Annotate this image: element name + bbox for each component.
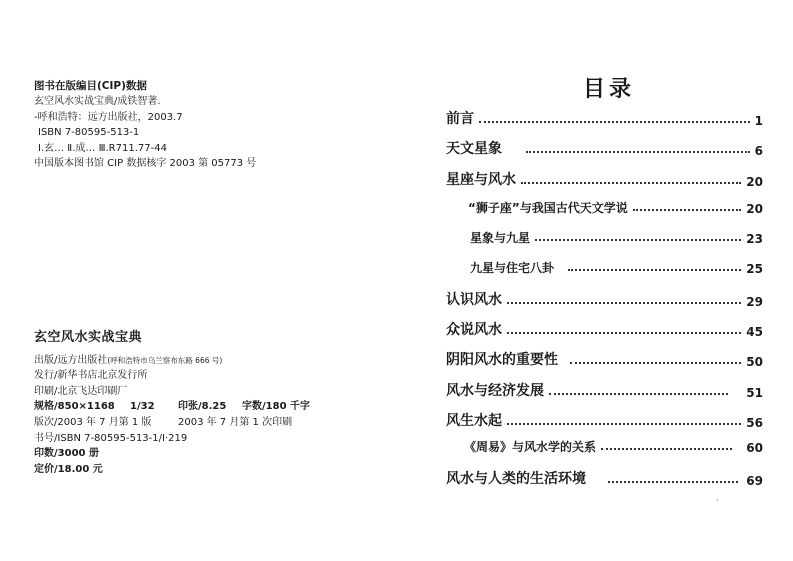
publisher-line [34,353,310,369]
dot-leader [570,362,741,364]
toc-entry-page: 23 [746,232,763,246]
toc-entry-label: 星象与九星 [470,231,531,245]
cip-line: 中国版本图书馆 CIP 数据核字 2003 第 05773 号 [34,158,257,170]
print-run: 印数/3000 册 [34,448,99,460]
toc-entry-label: 《周易》与风水学的关系 [464,440,597,454]
toc-entry[interactable] [446,289,763,309]
colophon-block [34,330,310,477]
spec: 规格/850×1168 [34,401,115,413]
dot-leader [549,393,728,395]
cip-title: 图书在版编目(CIP)数据 [34,80,147,92]
distributor: 发行/新华书店北京发行所 [34,370,148,382]
toc-entry-page: 56 [746,416,763,430]
toc-entry-page: 20 [746,175,763,189]
edition: 版次/2003 年 7 月第 1 版 [34,416,152,428]
stray-mark: · [716,496,719,505]
dot-leader [507,332,741,334]
toc-entry-label: 众说风水 [446,322,502,338]
toc-entry-page: 29 [746,295,763,309]
toc-entry-label: 风水与人类的生活环境 [446,471,586,487]
toc-entry-label: 阴阳风水的重要性 [446,352,558,368]
toc-entry[interactable] [468,199,763,216]
publisher-address: (呼和浩特市乌兰察布东路 666 号) [107,355,223,365]
dot-leader [633,209,742,211]
toc-entry-page: 51 [746,386,763,400]
dot-leader [601,448,732,450]
dot-leader [507,423,741,425]
toc-entry-label: 星座与风水 [446,172,516,188]
cip-block [34,79,256,171]
spec-line [34,399,310,415]
dot-leader [608,481,738,483]
toc-entry-label: 风生水起 [446,413,502,429]
toc-entry[interactable] [446,108,763,128]
toc-entry[interactable] [446,349,763,369]
cip-line: ISBN 7-80595-513-1 [38,127,140,139]
dot-leader [535,239,741,241]
toc-entry-page: 60 [746,441,763,455]
price: 定价/18.00 元 [34,463,103,475]
cip-line: Ⅰ.玄… Ⅱ.成… Ⅲ.R711.77-44 [38,142,167,154]
toc-entry-label: 天文星象 [446,141,502,157]
printing: 2003 年 7 月第 1 次印刷 [178,416,293,428]
dot-leader [521,182,741,184]
toc-title: 目录 [583,77,636,102]
edition-line [34,415,310,431]
toc-entry-page: 25 [746,262,763,276]
isbn: 书号/ISBN 7-80595-513-1/I·219 [34,432,188,444]
toc-entry[interactable] [470,259,763,276]
toc-entry-label: 认识风水 [446,292,502,308]
toc-entry[interactable] [446,410,763,430]
publisher: 出版/远方出版社 [34,354,108,366]
toc-entry-label: 九星与住宅八卦 [470,261,555,275]
dot-leader [568,269,741,271]
toc-entry-label: 风水与经济发展 [446,383,544,399]
toc-entry[interactable] [446,138,763,158]
toc-entry[interactable] [446,468,763,488]
dot-leader [479,121,750,123]
cip-line: 玄空风水实战宝典/成铁智著. [34,96,161,108]
dot-leader [526,151,750,153]
toc-entry-page: 69 [746,474,763,488]
toc-entry-label: “狮子座”与我国古代天文学说 [468,201,628,215]
toc-entry[interactable] [446,380,763,400]
toc-entry-page: 45 [746,325,763,339]
toc-entry[interactable] [446,319,763,339]
toc-entry[interactable] [464,438,763,455]
word-count: 字数/180 千字 [242,401,311,413]
sheets: 印张/8.25 [178,401,227,413]
printer: 印刷/北京飞达印刷厂 [34,385,128,397]
cip-line: -呼和浩特：远方出版社，2003.7 [34,111,183,123]
toc-entry[interactable] [470,229,763,246]
toc-entry[interactable] [446,169,763,189]
format: 1/32 [130,401,155,413]
toc-entry-page: 6 [754,144,763,158]
toc-entry-label: 前言 [446,111,474,127]
book-title: 玄空风水实战宝典 [34,330,143,345]
toc-entry-page: 1 [754,114,763,128]
dot-leader [507,302,741,304]
toc-page [400,0,793,561]
toc-entry-page: 50 [746,355,763,369]
toc-entry-page: 20 [746,202,763,216]
